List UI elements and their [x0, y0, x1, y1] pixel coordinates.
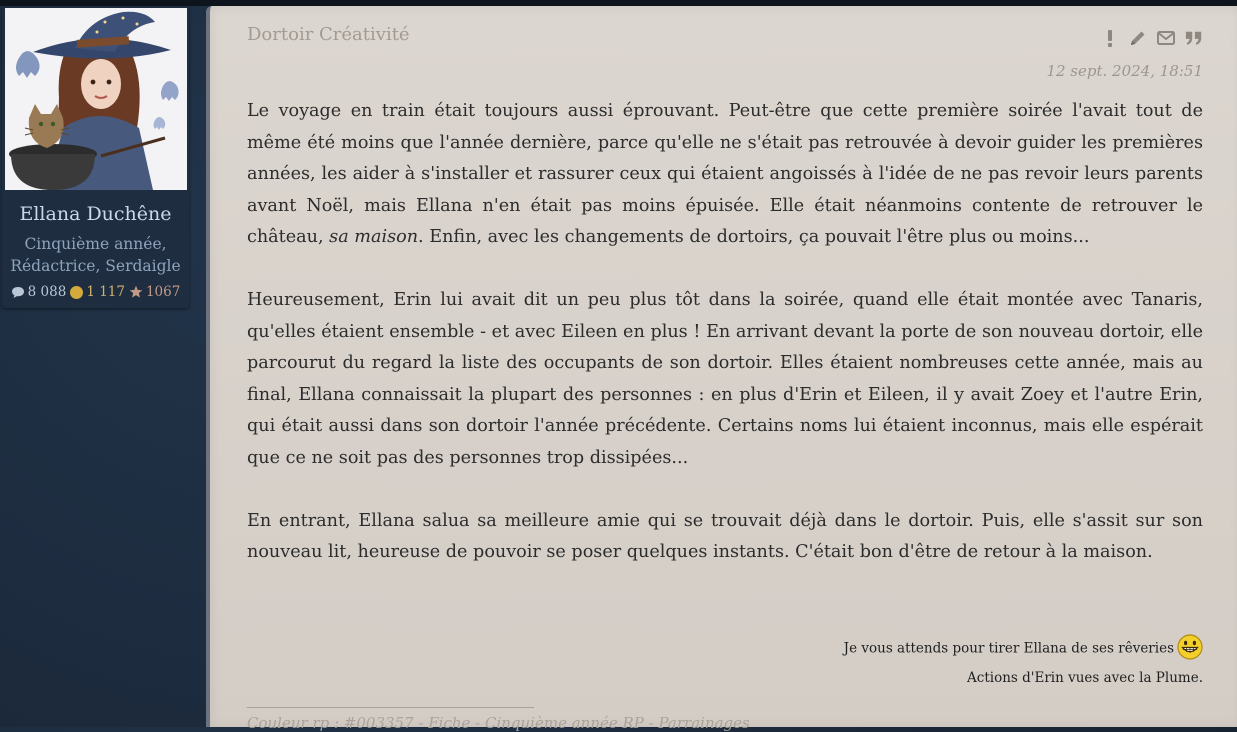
edit-icon	[1129, 29, 1147, 47]
author-profile-card	[2, 6, 189, 308]
gold-coin-icon	[70, 286, 83, 299]
email-icon	[1157, 31, 1175, 45]
avatar[interactable]	[5, 8, 187, 190]
signature: Couleur rp : #003357 - Fiche - Cinquième année RP - Parrainages	[247, 714, 750, 732]
author-rank-line-2: Rédactrice, Serdaigle	[10, 257, 181, 275]
email-button[interactable]	[1157, 28, 1175, 48]
report-icon	[1106, 29, 1114, 47]
grinning-smiley-icon	[1177, 634, 1203, 664]
post-date: 12 sept. 2024, 18:51	[1046, 62, 1203, 80]
paragraph-3: En entrant, Ellana salua sa meilleure amie qui se trouvait déjà dans le dortoir. Puis, elle s'assit sur son nouveau lit, heureuse de pouvoir se poser quelques instants. C'était bon d'être de retour à la maison.	[247, 510, 1203, 562]
witch-with-cat-avatar-illustration	[5, 8, 187, 190]
author-note-1	[844, 634, 1203, 664]
quote-button[interactable]	[1185, 28, 1203, 48]
post-body	[247, 96, 1203, 600]
author-rank	[2, 233, 189, 277]
star-icon	[129, 285, 143, 299]
star-count-value: 1067	[145, 284, 181, 300]
author-note-1-text: Je vous attends pour tirer Ellana de ses rêveries	[843, 640, 1174, 657]
star-count	[129, 284, 180, 300]
paragraph-1-emphasis: sa maison	[329, 227, 419, 247]
message-count-value: 8 088	[27, 284, 67, 300]
paragraph-1-end: . Enfin, avec les changements de dortoirs, ça pouvait l'être plus ou moins...	[418, 227, 1090, 247]
author-rank-line-1: Cinquième année,	[24, 235, 167, 253]
signature-divider	[247, 707, 534, 708]
edit-button[interactable]	[1129, 28, 1147, 48]
author-name[interactable]: Ellana Duchêne	[19, 203, 172, 225]
coin-count	[70, 284, 125, 300]
post-tools	[1101, 28, 1203, 48]
quote-icon	[1185, 30, 1203, 46]
coin-count-value: 1 117	[86, 284, 125, 300]
paragraph-2: Heureusement, Erin lui avait dit un peu plus tôt dans la soirée, quand elle était montée avec Tanaris, qu'elles étaient ensemble - et avec Eileen en plus ! En arrivant devant la porte de son nouveau dortoir, elle parcourut du regard la liste des occupants de son dortoir. Elles étaient nombreuses cette année, mais au final, Ellana connaissait la plupart des personnes : en plus d'Erin et Eileen, il y avait Zoey et l'autre Erin, qui était aussi dans son dortoir l'année précédente. Certains noms lui étaient inconnus, mais elle espérait que ce ne soit pas des personnes trop dissipées...	[247, 290, 1203, 468]
post-title[interactable]: Dortoir Créativité	[247, 24, 410, 45]
forum-post	[206, 6, 1237, 732]
paragraph-1-text: Le voyage en train était toujours aussi éprouvant. Peut-être que cette première soirée l'avait tout de même été moins que l'année dernière, parce qu'elle ne s'était pas retrouvée à devoir guider les premières années, les aider à s'installer et rassurer ceux qui étaient angoissés à l'idée de ne pas revoir leurs parents avant Noël, mais Ellana n'en était pas moins épuisée. Elle était néanmoins contente de retrouver le château,	[247, 101, 1203, 247]
message-count	[11, 284, 67, 300]
author-stats	[2, 284, 189, 300]
report-button[interactable]	[1101, 28, 1119, 48]
paragraph-1	[247, 96, 1203, 254]
speech-bubble-icon	[11, 286, 25, 299]
author-note-2: Actions d'Erin vues avec la Plume.	[967, 670, 1203, 686]
